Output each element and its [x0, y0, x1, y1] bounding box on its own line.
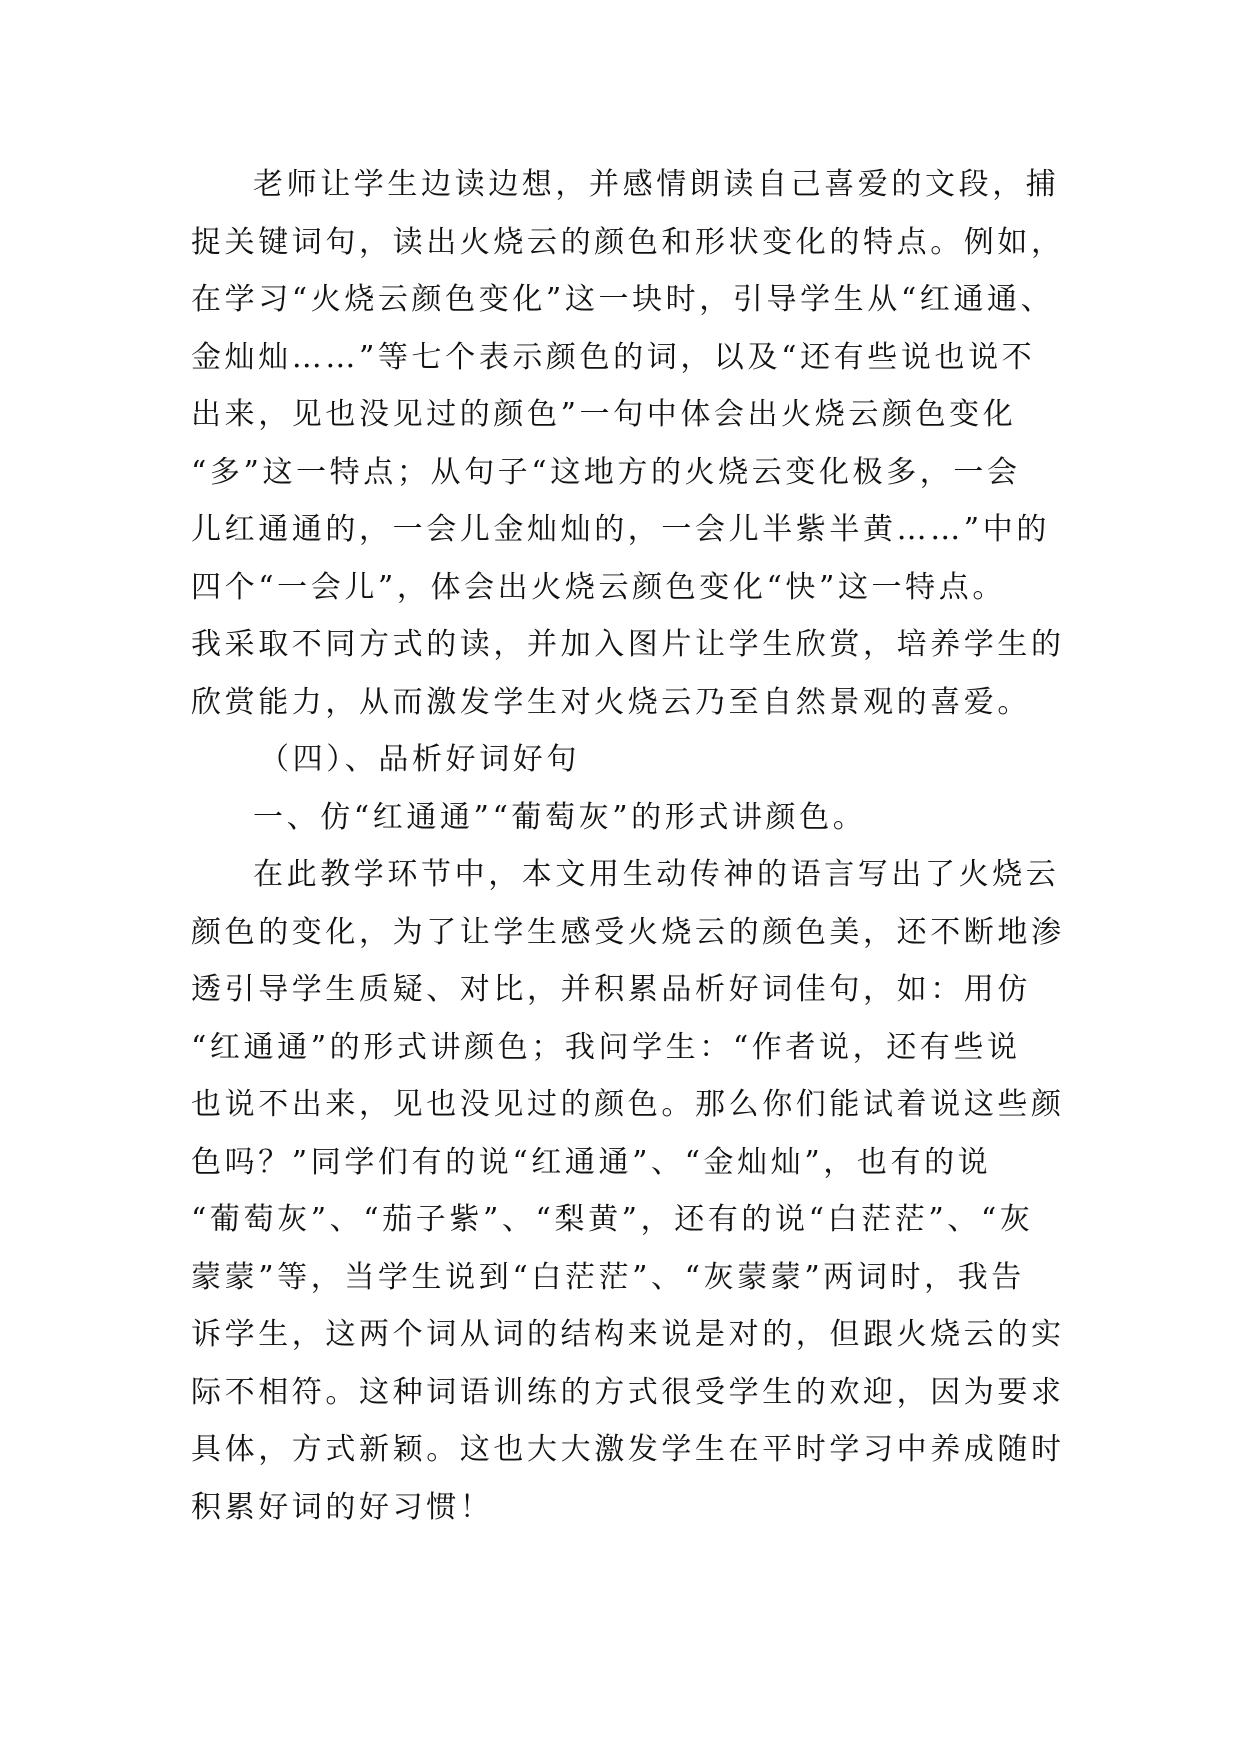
- text-line: 我采取不同方式的读，并加入图片让学生欣赏，培养学生的: [191, 627, 1065, 662]
- text-line: 具体，方式新颖。这也大大激发学生在平时学习中养成随时: [191, 1432, 1065, 1467]
- text-line: 欣赏能力，从而激发学生对火烧云乃至自然景观的喜爱。: [191, 684, 1031, 720]
- text-line: 也说不出来，见也没见过的颜色。那么你们能试着说这些颜: [191, 1087, 1065, 1122]
- text-line: “葡萄灰”、“茄子紫”、“梨黄”，还有的说“白茫茫”、“灰: [191, 1202, 1034, 1237]
- text-line: 在此教学环节中，本文用生动传神的语言写出了火烧云: [253, 857, 1060, 892]
- document-body: [191, 156, 1065, 1536]
- text-line: 透引导学生质疑、对比，并积累品析好词佳句，如：用仿: [191, 972, 1031, 1007]
- subsection-heading: 一、仿“红通通”“葡萄灰”的形式讲颜色。: [253, 799, 867, 835]
- text-line: 出来，见也没见过的颜色”一句中体会出火烧云颜色变化: [191, 397, 1017, 432]
- text-line: “多”这一特点；从句子“这地方的火烧云变化极多，一会: [191, 454, 1021, 490]
- section-heading: （四）、品析好词好句: [259, 742, 580, 777]
- text-line: “红通通”的形式讲颜色；我问学生：“作者说，还有些说: [191, 1029, 1021, 1065]
- text-line: 积累好词的好习惯！: [191, 1489, 494, 1525]
- text-line: 儿红通通的，一会儿金灿灿的，一会儿半紫半黄……”中的: [191, 512, 1050, 547]
- text-line: 际不相符。这种词语训练的方式很受学生的欢迎，因为要求: [191, 1374, 1065, 1410]
- text-line: 捉关键词句，读出火烧云的颜色和形状变化的特点。例如，: [191, 224, 1065, 260]
- text-line: 颜色的变化，为了让学生感受火烧云的颜色美，还不断地渗: [191, 914, 1065, 950]
- text-line: 金灿灿……”等七个表示颜色的词，以及“还有些说也说不: [191, 339, 1036, 375]
- text-line: 色吗？”同学们有的说“红通通”、“金灿灿”，也有的说: [191, 1144, 992, 1180]
- text-line: 在学习“火烧云颜色变化”这一块时，引导学生从“红通通、: [191, 282, 1055, 317]
- text-line: 蒙蒙”等，当学生说到“白茫茫”、“灰蒙蒙”两词时，我告: [191, 1259, 1025, 1295]
- text-line: 四个“一会儿”，体会出火烧云颜色变化“快”这一特点。: [191, 569, 1006, 605]
- text-line: 诉学生，这两个词从词的结构来说是对的，但跟火烧云的实: [191, 1317, 1065, 1352]
- text-line: 老师让学生边读边想，并感情朗读自己喜爱的文段，捕: [253, 167, 1060, 202]
